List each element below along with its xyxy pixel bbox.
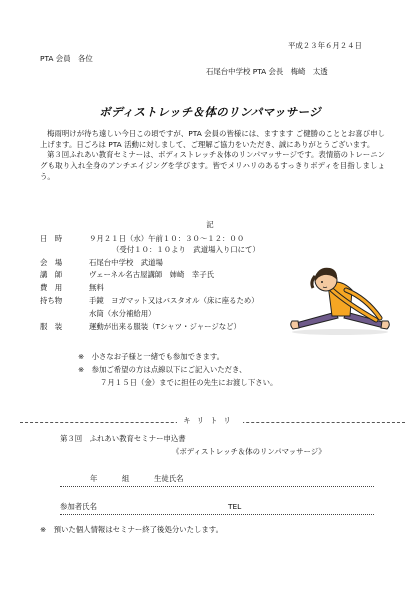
note-3: ７月１５日（金）までに担任の先生にお渡し下さい。 — [100, 378, 278, 387]
body-text — [40, 129, 385, 183]
items-value-1: 手鏡 ヨガマット又はバスタオル（床に座るため） — [89, 296, 259, 305]
fee-label: 費 用 — [40, 283, 63, 292]
stretching-woman-illustration — [288, 254, 392, 338]
body-paragraph-2: 第３回ふれあい教育セミナーは、ボディストレッチ＆体のリンパマッサージです。表情筋のトレーニングも取り入れ全身のアンチエイジングを学びます。皆でメリハリのあるすっきりボディを目指しましょう。 — [40, 150, 385, 181]
privacy-note: ※ 預いた個人情報はセミナー終了後処分いたします。 — [40, 525, 223, 534]
venue-value: 石尾台中学校 武道場 — [89, 258, 163, 267]
ki-heading: 記 — [206, 220, 214, 229]
note-2: ※ 参加ご希望の方は点線以下にご記入いただき、 — [78, 365, 247, 374]
participant-name-label: 参加者氏名 — [60, 502, 97, 511]
form-heading-2: 《ボディストレッチ＆体のリンパマッサージ》 — [172, 447, 326, 456]
fee-value: 無料 — [89, 283, 104, 292]
document-date: 平成２３年６月２４日 — [288, 41, 362, 50]
form-heading-1: 第３回 ふれあい教育セミナー申込書 — [60, 434, 186, 443]
attire-label: 服 装 — [40, 322, 63, 331]
note-1: ※ 小さなお子様と一緒でも参加できます。 — [78, 352, 225, 361]
instructor-label: 講 師 — [40, 270, 63, 279]
student-name-label: 生徒氏名 — [154, 474, 184, 483]
tel-label: TEL — [228, 502, 242, 511]
instructor-value: ヴェーネル名古屋講師 姉崎 幸子氏 — [89, 270, 214, 279]
items-label: 持ち物 — [40, 296, 63, 305]
datetime-sub: （受付１０：１０より 武道場入り口にて） — [112, 245, 260, 254]
body-paragraph-1: 梅雨明けが待ち遠しい今日この頃ですが、PTA 会員の皆様には、ますます ご健勝のこととお喜び申し上げます。日ごろは PTA 活動に対しまして、ご理解ご協力をいただき、誠にありがとうございます。 — [40, 129, 385, 149]
venue-label: 会 場 — [40, 258, 63, 267]
year-label: 年 — [90, 474, 98, 483]
student-name-field[interactable] — [60, 486, 374, 487]
attire-value: 運動が出来る服装（Tシャツ・ジャージなど） — [89, 322, 241, 331]
sender: 石尾台中学校 PTA 会長 梅崎 太透 — [206, 67, 328, 76]
document-title: ボディストレッチ＆体のリンパマッサージ — [99, 105, 321, 119]
class-label: 組 — [122, 474, 130, 483]
cut-label: キリトリ — [0, 416, 420, 427]
datetime-label: 日 時 — [40, 234, 63, 243]
datetime-value: ９月２１日（水）午前１０：３０～１２：００ — [89, 234, 245, 243]
items-value-2: 水筒（水分補給用） — [89, 309, 156, 318]
participant-name-field[interactable] — [60, 514, 374, 515]
recipient: PTA 会員 各位 — [40, 54, 93, 63]
